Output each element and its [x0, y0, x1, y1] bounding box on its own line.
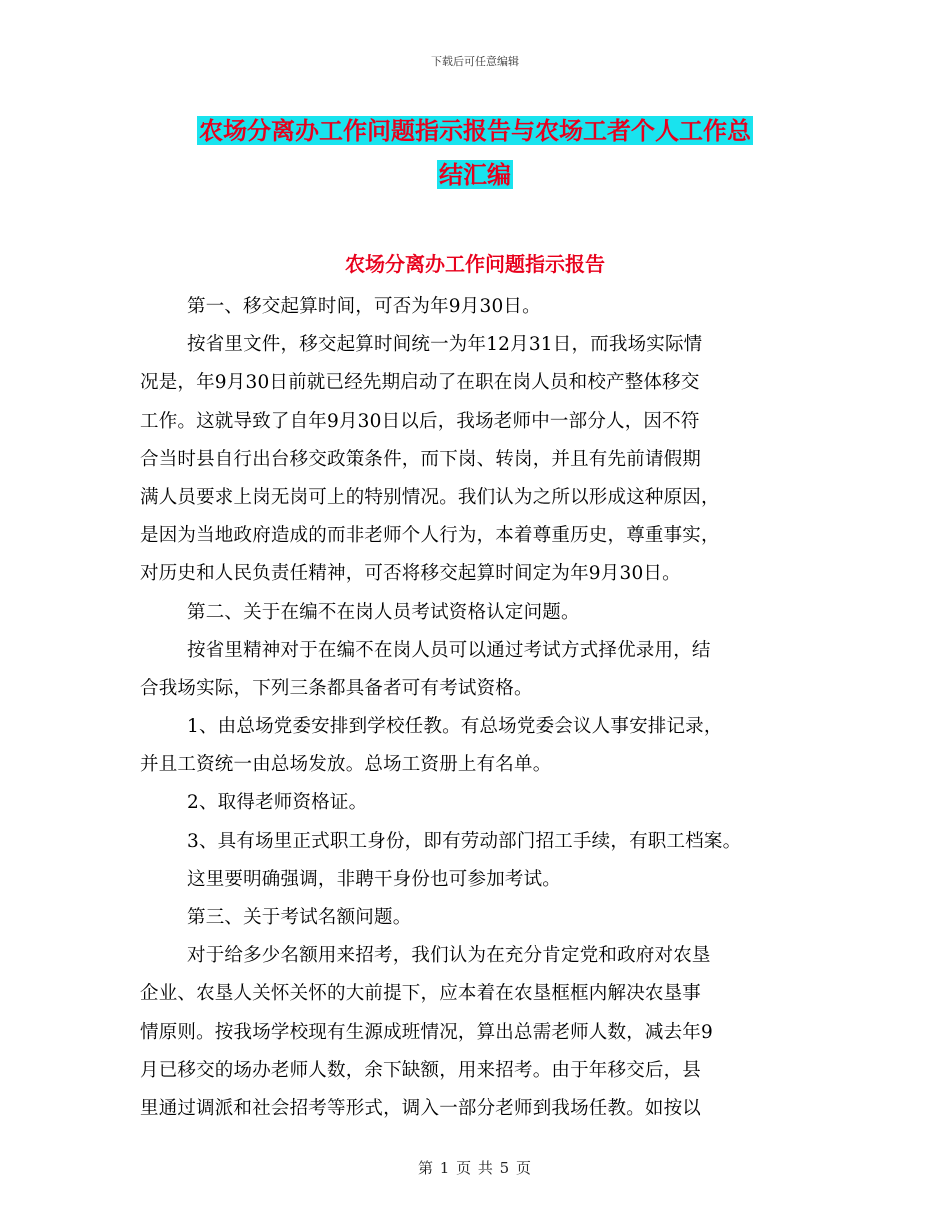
body-line: 2、取得老师资格证。: [187, 792, 368, 814]
body-line: 合我场实际，下列三条都具备者可有考试资格。: [140, 677, 533, 699]
body-line: 工作。这就导致了自年9月30日以后，我场老师中一部分人，因不符: [140, 410, 700, 432]
body-line: 情原则。按我场学校现有生源成班情况，算出总需老师人数，减去年9: [140, 1021, 713, 1043]
body-line: 并且工资统一由总场发放。总场工资册上有名单。: [140, 754, 552, 776]
body-line: 第一、移交起算时间，可否为年9月30日。: [187, 296, 541, 317]
body-line: 里通过调派和社会招考等形式，调入一部分老师到我场任教。如按以: [140, 1097, 702, 1119]
body-line: 是因为当地政府造成的而非老师个人行为，本着尊重历史，尊重事实，: [140, 525, 720, 547]
body-line: 按省里文件，移交起算时间统一为年12月31日，而我场实际情: [187, 334, 703, 356]
document-title-line-2: [0, 158, 950, 192]
body-line: 满人员要求上岗无岗可上的特别情况。我们认为之所以形成这种原因，: [140, 486, 720, 508]
body-line: 这里要明确强调，非聘干身份也可参加考试。: [187, 868, 562, 890]
body-line: 企业、农垦人关怀关怀的大前提下，应本着在农垦框框内解决农垦事: [140, 983, 702, 1005]
body-line: 第三、关于考试名额问题。: [187, 907, 412, 928]
body-line: 3、具有场里正式职工身份，即有劳动部门招工手续，有职工档案。: [187, 830, 742, 852]
body-line: 第二、关于在编不在岗人员考试资格认定问题。: [187, 601, 580, 623]
document-title-text-1: 农场分离办工作问题指示报告与农场工者个人工作总: [199, 116, 751, 145]
body-line: 对历史和人民负责任精神，可否将移交起算时间定为年9月30日。: [140, 563, 681, 585]
section-title: 农场分离办工作问题指示报告: [345, 252, 605, 276]
body-line: 合当时县自行出台移交政策条件，而下岗、转岗，并且有先前请假期: [140, 448, 702, 470]
body-line: 月已移交的场办老师人数，余下缺额，用来招考。由于年移交后，县: [140, 1059, 702, 1081]
document-title-text-2: 结汇编: [439, 160, 511, 189]
body-line: 1、由总场党委安排到学校任教。有总场党委会议人事安排记录，: [187, 716, 723, 738]
page-footer: 第 1 页 共 5 页: [418, 1159, 532, 1177]
body-line: 对于给多少名额用来招考，我们认为在充分肯定党和政府对农垦: [187, 945, 711, 967]
body-line: 况是，年9月30日前就已经先期启动了在职在岗人员和校产整体移交: [140, 372, 700, 394]
header-note: 下载后可任意编辑: [431, 55, 519, 68]
document-title-line-1: [0, 114, 950, 148]
body-line: 按省里精神对于在编不在岗人员可以通过考试方式择优录用，结: [187, 639, 711, 661]
body-text: [140, 288, 830, 1128]
